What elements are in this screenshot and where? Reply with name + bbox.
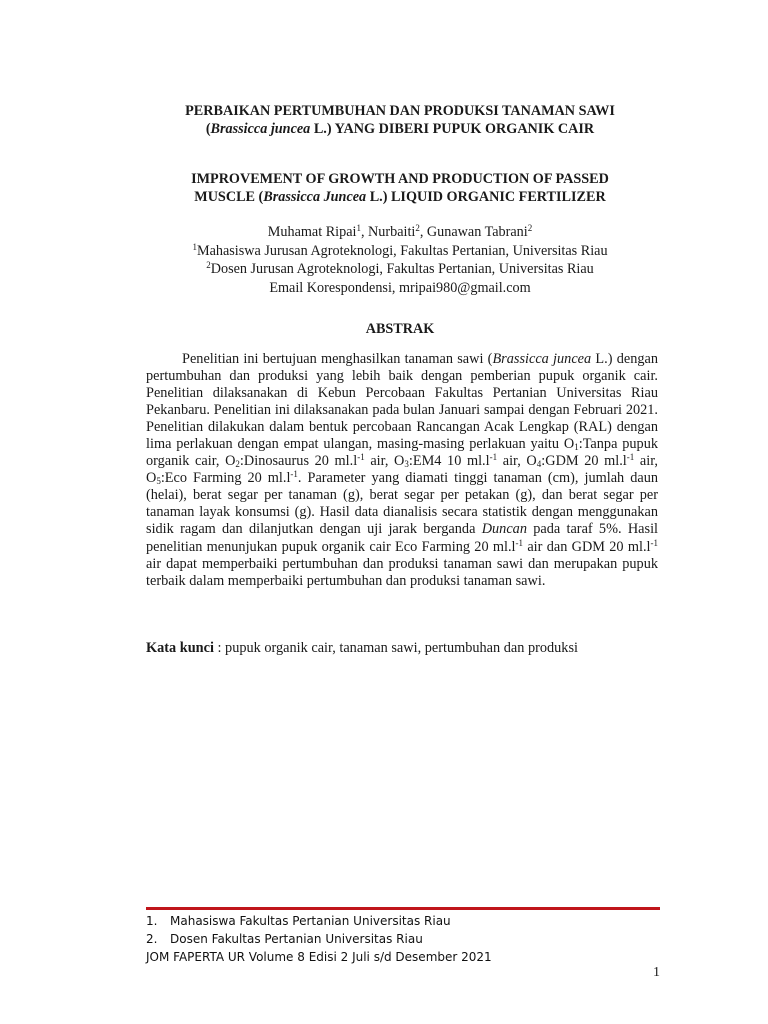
abstract-text: Penelitian ini bertujuan menghasilkan tanaman sawi ( (182, 351, 493, 367)
treatment-subscript: 2 (235, 459, 240, 470)
footnote-2 (146, 930, 660, 948)
keywords-label: Kata kunci (146, 640, 214, 656)
title-indonesian (110, 102, 690, 138)
treatment-subscript: 3 (404, 459, 409, 470)
author-separator: , (419, 224, 427, 240)
abstract-heading: ABSTRAK (365, 321, 435, 337)
correspondence-email: Email Korespondensi, mripai980@gmail.com (269, 279, 531, 296)
title-indonesian-open-paren: ( (205, 121, 211, 137)
page-number: 1 (653, 965, 660, 980)
unit-exponent: -1 (626, 452, 635, 463)
title-english-species: Brassicca Juncea (263, 189, 367, 205)
author-name: Gunawan Tabrani (426, 224, 528, 240)
title-indonesian-line1: PERBAIKAN PERTUMBUHAN DAN PRODUKSI TANAMAN SAWI (185, 103, 615, 119)
author-name: Nurbaiti (368, 224, 416, 240)
author-affiliation-mark: 1 (356, 223, 361, 233)
abstract-test-name: Duncan (481, 521, 527, 538)
unit-exponent: -1 (650, 537, 659, 548)
footnote-1 (146, 912, 660, 930)
abstract-text: . Parameter yang diamati tinggi tanaman (cm), jumlah daun (helai), berat segar per tanaman (g), berat segar per petakan (g), dan berat segar per tanaman layak konsumsi (g). Hasil data dianalisis secara statistik dengan menggunakan sidik ragam dan dilanjutkan dengan uji jarak berganda (146, 470, 658, 538)
abstract-text: :Dinosaurus 20 ml.l (239, 453, 358, 470)
affiliation-text: Mahasiswa Jurusan Agroteknologi, Fakultas Pertanian, Universitas Riau (196, 242, 608, 259)
keywords-text: : pupuk organik cair, tanaman sawi, pertumbuhan dan produksi (213, 640, 578, 656)
abstract-text: :GDM 20 ml.l (541, 453, 627, 470)
abstract-species-name: Brassicca juncea (492, 351, 592, 367)
author-affiliation-mark: 2 (415, 223, 420, 233)
abstract-text: :EM4 10 ml.l (408, 453, 490, 470)
author-list (110, 223, 690, 242)
footnote-text: Mahasiswa Fakultas Pertanian Universitas Riau (170, 914, 451, 928)
author-separator: , (360, 224, 369, 240)
abstract-text: air, O (364, 453, 405, 470)
footnote-text: Dosen Fakultas Pertanian Universitas Riau (170, 932, 423, 946)
affiliation-1 (110, 242, 690, 261)
footnote-number: 1. (146, 914, 158, 928)
title-english-line2-pre: MUSCLE ( (194, 189, 264, 205)
footnote-number: 2. (146, 932, 158, 946)
author-affiliation-mark: 2 (527, 223, 533, 233)
title-english (110, 170, 690, 206)
title-indonesian-line2 (110, 120, 690, 138)
abstract-text: air, O (497, 453, 537, 470)
abstract-body (146, 351, 658, 590)
unit-exponent: -1 (515, 537, 524, 548)
title-english-line2 (110, 188, 690, 206)
title-english-line1: IMPROVEMENT OF GROWTH AND PRODUCTION OF PASSED (191, 171, 609, 187)
abstract-text: air dapat memperbaiki pertumbuhan dan produksi tanaman sawi dan merupakan pupuk terbaik dalam memperbaiki pertumbuhan dan produksi tanaman sawi. (146, 555, 658, 589)
abstract-text: air, O (146, 453, 658, 487)
title-indonesian-line2-rest: L.) YANG DIBERI PUPUK ORGANIK CAIR (310, 121, 595, 137)
authors-block (110, 223, 690, 297)
abstract-text: ) dengan pertumbuhan dan produksi yang lebih baik dengan pemberian pupuk organik cair. Penelitian dilaksanakan di Kebun Percobaan Fakultas Pertanian Universitas Riau Pekanbaru. Penelitian ini dilaksanakan pada bulan Januari sampai dengan Februari 2021. Penelitian dilakukan dalam bentuk percobaan Rancangan Acak Lengkap (RAL) dengan lima perlakuan dengan empat ulangan, masing-masing perlakuan yaitu O (146, 351, 658, 453)
treatment-subscript: 4 (536, 459, 542, 470)
treatment-subscript: 5 (156, 476, 161, 487)
author-name: Muhamat Ripai (267, 224, 357, 240)
keywords (146, 640, 658, 657)
affiliation-mark: 1 (192, 241, 197, 252)
treatment-subscript: 1 (574, 442, 579, 453)
unit-exponent: -1 (489, 452, 498, 463)
abstract-text: L. (591, 351, 608, 367)
abstract-text: air dan GDM 20 ml.l (523, 538, 651, 555)
affiliation-2 (110, 260, 690, 279)
journal-info: JOM FAPERTA UR Volume 8 Edisi 2 Juli s/d Desember 2021 (146, 950, 492, 964)
abstract-text: pada taraf 5%. Hasil penelitian menunjukan pupuk organik cair Eco Farming 20 ml.l (146, 521, 659, 555)
affiliation-text: Dosen Jurusan Agroteknologi, Fakultas Pertanian, Universitas Riau (210, 261, 594, 277)
footer (146, 912, 660, 966)
title-english-line2-rest: L.) LIQUID ORGANIC FERTILIZER (366, 189, 606, 205)
footer-divider (146, 907, 660, 910)
abstract-text: :Tanpa pupuk organik cair, O (146, 436, 658, 470)
title-indonesian-species: Brassicca juncea (210, 121, 311, 137)
unit-exponent: -1 (290, 469, 298, 480)
affiliation-mark: 2 (206, 260, 211, 270)
unit-exponent: -1 (357, 452, 365, 463)
abstract-text: :Eco Farming 20 ml.l (160, 470, 291, 487)
